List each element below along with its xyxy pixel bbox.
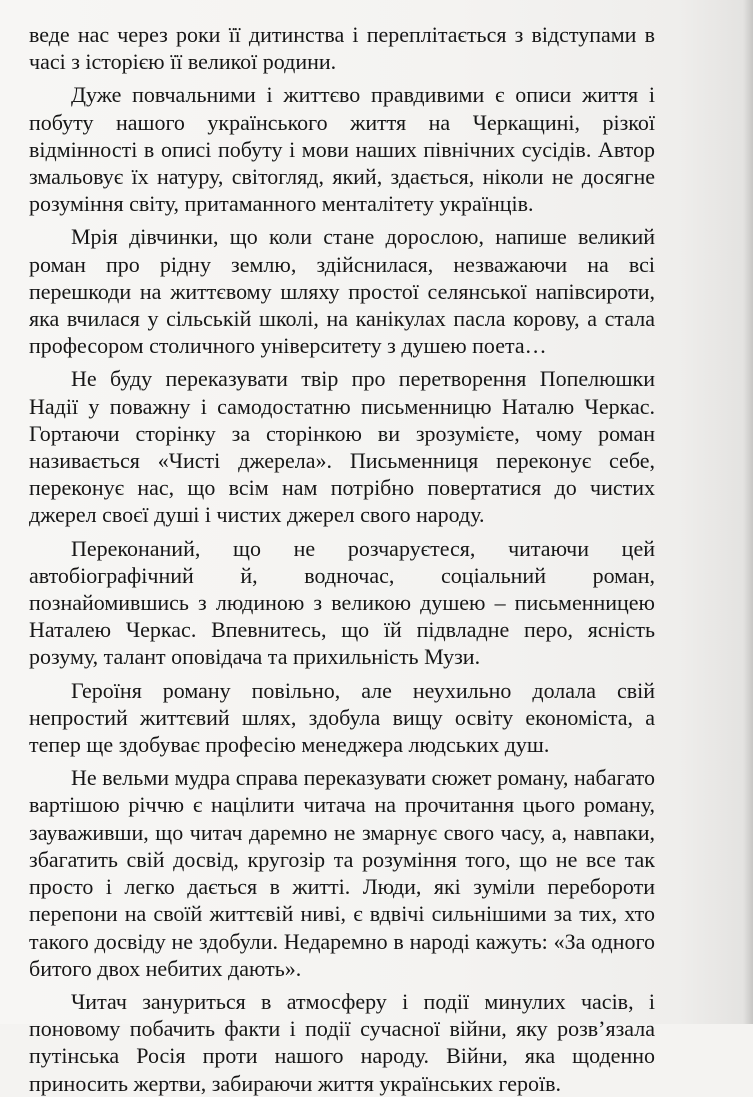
paragraph: веде нас через роки її дитинства і переплітається з відступами в часі з історією її великої родини.	[29, 22, 655, 75]
page-edge-shadow	[743, 0, 753, 1024]
page-text	[29, 21, 655, 1097]
paragraph: Не буду переказувати твір про перетворення Попелюшки Надії у поважну і самодостатню письменницю Наталю Черкас. Гортаючи сторінку за сторінкою ви зрозумієте, чому роман називається «Чисті джерела». Письменниця переконує себе, переконує нас, що всім нам потрібно повертатися до чистих джерел своєї душі і чистих джерел свого народу.	[29, 366, 655, 528]
paragraph: Переконаний, що не розчаруєтеся, читаючи цей автобіографічний й, водночас, соціальний роман, познайомившись з людиною з великою душею – письменницею Наталею Черкас. Впевнитесь, що їй підвладне перо, ясність розуму, талант оповідача та прихильність Музи.	[29, 535, 655, 670]
paragraph: Дуже повчальними і життєво правдивими є описи життя і побуту нашого українського життя на Черкащині, різкої відмінності в описі побуту і мови наших північних сусідів. Автор змальовує їх натуру, світогляд, який, здається, ніколи не досягне розуміння світу, притаманного менталітету українців.	[29, 82, 655, 217]
paragraph: Не вельми мудра справа переказувати сюжет роману, набагато вартішою річчю є націлити читача на прочитання цього роману, зауваживши, що читач даремно не змарнує свого часу, а, навпаки, збагатить свій досвід, кругозір та розуміння того, що не все так просто і легко дається в житті. Люди, які зуміли перебороти перепони на своїй життєвій ниві, є вдвічі сильнішими за тих, хто такого досвіду не здобули. Недаремно в народі кажуть: «За одного битого двох небитих дають».	[29, 765, 655, 981]
paragraph: Мрія дівчинки, що коли стане дорослою, напише великий роман про рідну землю, здійснилася, незважаючи на всі перешкоди на життєвому шляху простої селянської напівсироти, яка вчилася у сільській школі, на канікулах пасла корову, а стала професором столичного університету з душею поета…	[29, 224, 655, 359]
paragraph: Читач зануриться в атмосферу і події минулих часів, і поновому побачить факти і події сучасної війни, яку розв’язала путінська Росія проти нашого народу. Війни, яка щоденно приносить жертви, забираючи життя українських героїв.	[29, 988, 655, 1096]
paragraph: Героїня роману повільно, але неухильно долала свій непростий життєвий шлях, здобула вищу освіту економіста, а тепер ще здобуває професію менеджера людських душ.	[29, 677, 655, 758]
